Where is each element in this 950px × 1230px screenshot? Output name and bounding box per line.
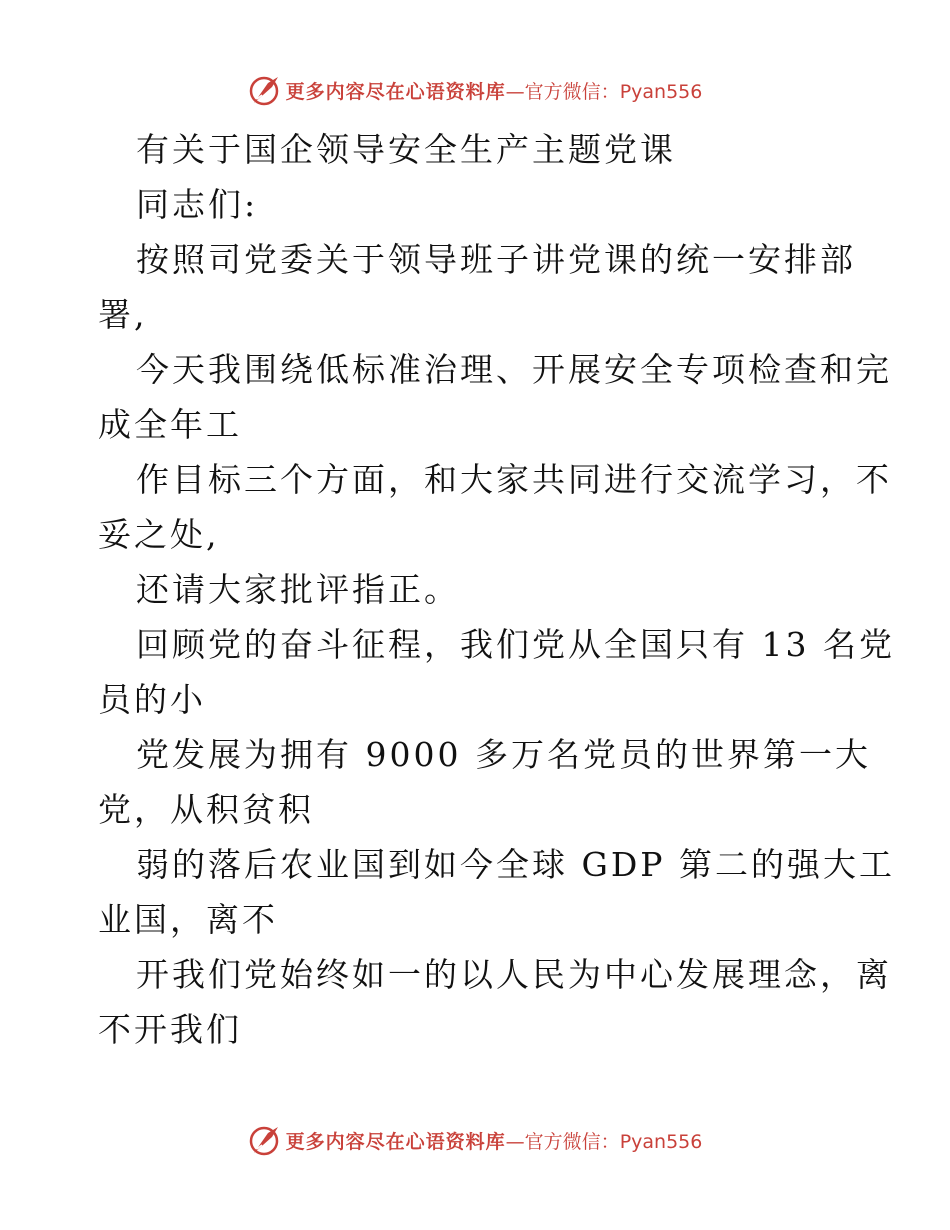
paragraph-line: 党发展为拥有 9000 多万名党员的世界第一大 — [136, 735, 871, 774]
header-banner-text — [286, 77, 703, 104]
document-body — [98, 122, 896, 1057]
paragraph-line: 不开我们 — [98, 1010, 242, 1049]
paragraph-line: 还请大家批评指正。 — [136, 570, 460, 609]
paragraph-line: 今天我围绕低标准治理、开展安全专项检查和完 — [136, 350, 892, 389]
paragraph-line: 党，从积贫积 — [98, 790, 314, 829]
footer-watermark-banner — [0, 1120, 950, 1160]
header-wechat-id: Pyan556 — [619, 80, 703, 103]
header-site-text: 更多内容尽在心语资料库 — [285, 80, 506, 103]
salutation: 同志们: — [136, 185, 259, 224]
footer-site-text: 更多内容尽在心语资料库 — [285, 1130, 506, 1153]
paragraph-line: 作目标三个方面，和大家共同进行交流学习，不 — [136, 460, 892, 499]
footer-dash: — — [505, 1130, 525, 1153]
paragraph-line: 按照司党委关于领导班子讲党课的统一安排部 — [136, 240, 856, 279]
paragraph-line: 妥之处, — [98, 515, 220, 554]
red-quill-logo-icon — [248, 73, 282, 107]
footer-wechat-label: 官方微信： — [524, 1130, 620, 1153]
paragraph-line: 成全年工 — [98, 405, 242, 444]
header-dash: — — [505, 80, 525, 103]
paragraph-line: 弱的落后农业国到如今全球 GDP 第二的强大工 — [136, 845, 896, 884]
footer-wechat-id: Pyan556 — [619, 1130, 703, 1153]
paragraph-line: 署, — [98, 295, 148, 334]
red-quill-logo-icon — [248, 1123, 282, 1157]
paragraph-line: 业国，离不 — [98, 900, 278, 939]
header-watermark-banner — [0, 70, 950, 110]
paragraph-line: 员的小 — [98, 680, 206, 719]
header-wechat-label: 官方微信： — [524, 80, 620, 103]
paragraph-line: 回顾党的奋斗征程，我们党从全国只有 13 名党 — [136, 625, 895, 664]
document-title: 有关于国企领导安全生产主题党课 — [136, 130, 676, 169]
footer-banner-text — [286, 1127, 703, 1154]
paragraph-line: 开我们党始终如一的以人民为中心发展理念，离 — [136, 955, 892, 994]
